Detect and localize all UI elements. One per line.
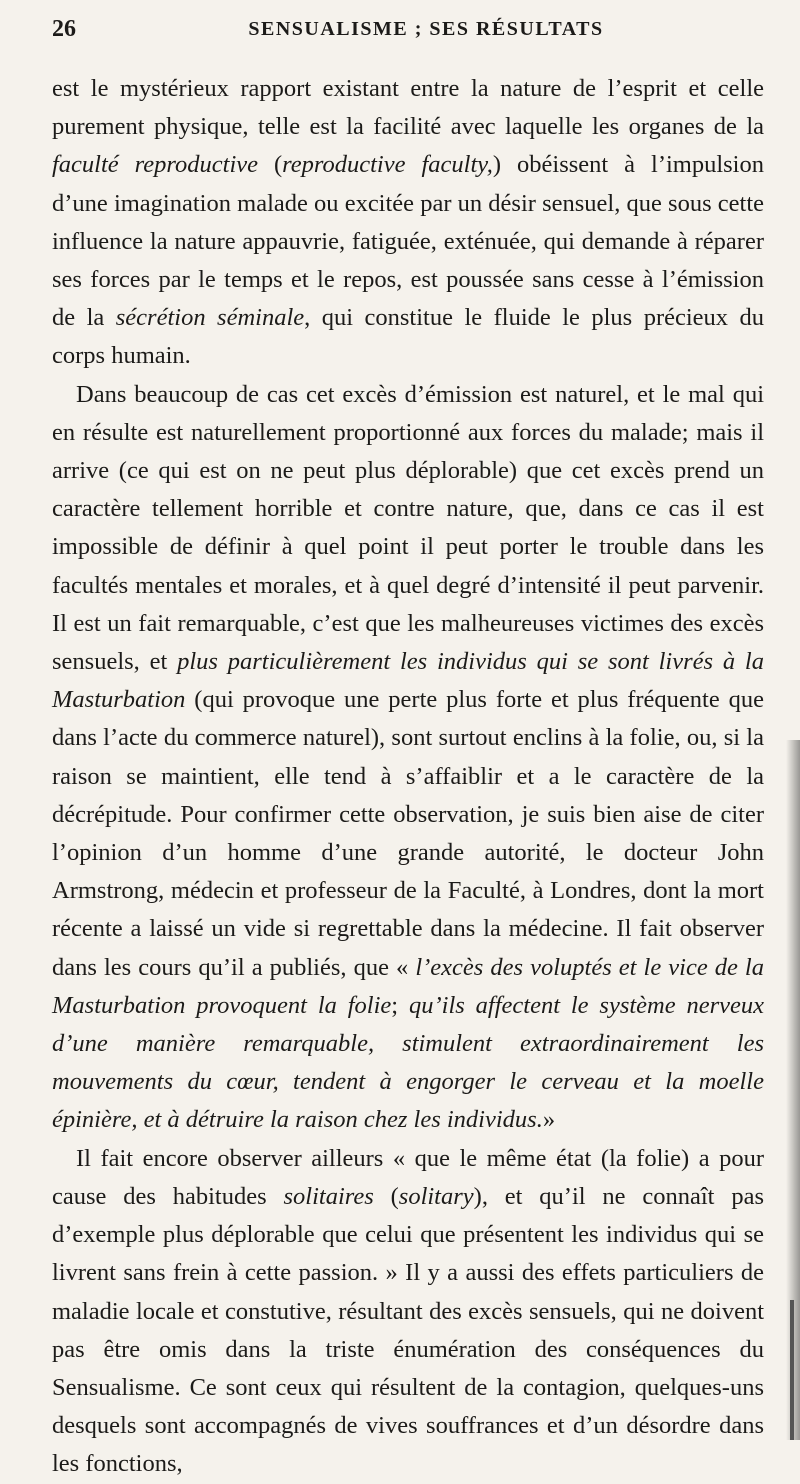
text-run: est le mystérieux rapport existant entre la nature de l’esprit et celle purement physique, telle est la facilité avec laquelle les organes de la xyxy=(52,75,764,141)
italic-run: reproductive faculty, xyxy=(282,151,493,179)
paragraph-1 xyxy=(52,70,764,376)
italic-run: qu’ils affectent le système nerveux d’une manière remarquable, stimulent extraordinairement les mouvements du cœur, tendent à engorger le cerveau et la moelle épinière, et à détruire la raison chez les individus. xyxy=(52,991,765,1134)
running-title: SENSUALISME ; SES RÉSULTATS xyxy=(248,18,604,40)
text-run: ), et qu’il ne connaît pas d’exemple plus déplorable que celui que présentent les individus qui se livrent sans frein à cette passion. » Il y a aussi des effets particuliers de maladie locale et constutive, résultant des excès sensuels, qui ne doivent pas être omis dans la triste énumération des conséquences du Sensualisme. Ce sont ceux qui résultent de la contagion, quelques-uns desquels sont accompagnés de vives souffrances et d’un désordre dans les fonctions, xyxy=(52,1182,764,1478)
italic-run: solitary xyxy=(398,1182,474,1210)
text-run: (qui provoque une perte plus forte et plus fréquente que dans l’acte du commerce naturel), sont surtout enclins à la folie, ou, si la raison se maintient, elle tend à s’affaiblir et a le caractère de la décrépitude. Pour confirmer cette observation, je suis bien aise de citer l’opinion d’un homme d’une grande autorité, le docteur John Armstrong, médecin et professeur de la Faculté, à Londres, dont la mort récente a laissé un vide si regrettable dans la médecine. Il fait observer dans les cours qu’il a publiés, que « xyxy=(52,686,764,981)
text-run: ( xyxy=(258,151,283,179)
text-run: , qui constitue le fluide le plus précieux du corps humain. xyxy=(52,304,764,370)
page-edge-line xyxy=(790,1300,794,1440)
italic-run: faculté reproductive xyxy=(52,151,258,179)
italic-run: sécrétion séminale xyxy=(115,304,305,332)
text-run: » xyxy=(542,1106,556,1134)
italic-run: plus particulièrement les individus qui se sont livrés à la Masturbation xyxy=(52,648,764,714)
text-run: ; xyxy=(391,991,409,1019)
text-run: Il fait encore observer ailleurs « que le même état (la folie) a pour cause des habitudes xyxy=(52,1144,764,1210)
page-number: 26 xyxy=(52,16,76,42)
text-run: Dans beaucoup de cas cet excès d’émission est naturel, et le mal qui en résulte est naturellement proportionné aux forces du malade; mais il arrive (ce qui est on ne peut plus déplorable) que cet excès prend un caractère tellement horrible et contre nature, que, dans ce cas il est impossible de définir à quel point il peut porter le trouble dans les facultés mentales et morales, et à quel degré d’intensité il peut parvenir. Il est un fait remarquable, c’est que les malheureuses victimes des excès sensuels, et xyxy=(52,380,764,676)
paragraph-3 xyxy=(52,1140,764,1484)
text-run: ) obéissent à l’impulsion d’une imagination malade ou excitée par un désir sensuel, que sous cette influence la nature appauvrie, fatiguée, exténuée, qui demande à réparer ses forces par le temps et le repos, est poussée sans cesse à l’émission de la xyxy=(52,151,764,332)
body-text xyxy=(52,70,764,1484)
paragraph-2 xyxy=(52,376,764,1140)
italic-run: l’excès des voluptés et le vice de la Masturbation provoquent la folie xyxy=(52,953,764,1019)
page-header xyxy=(52,16,760,48)
text-run: ( xyxy=(373,1182,399,1210)
italic-run: solitaires xyxy=(283,1182,374,1210)
